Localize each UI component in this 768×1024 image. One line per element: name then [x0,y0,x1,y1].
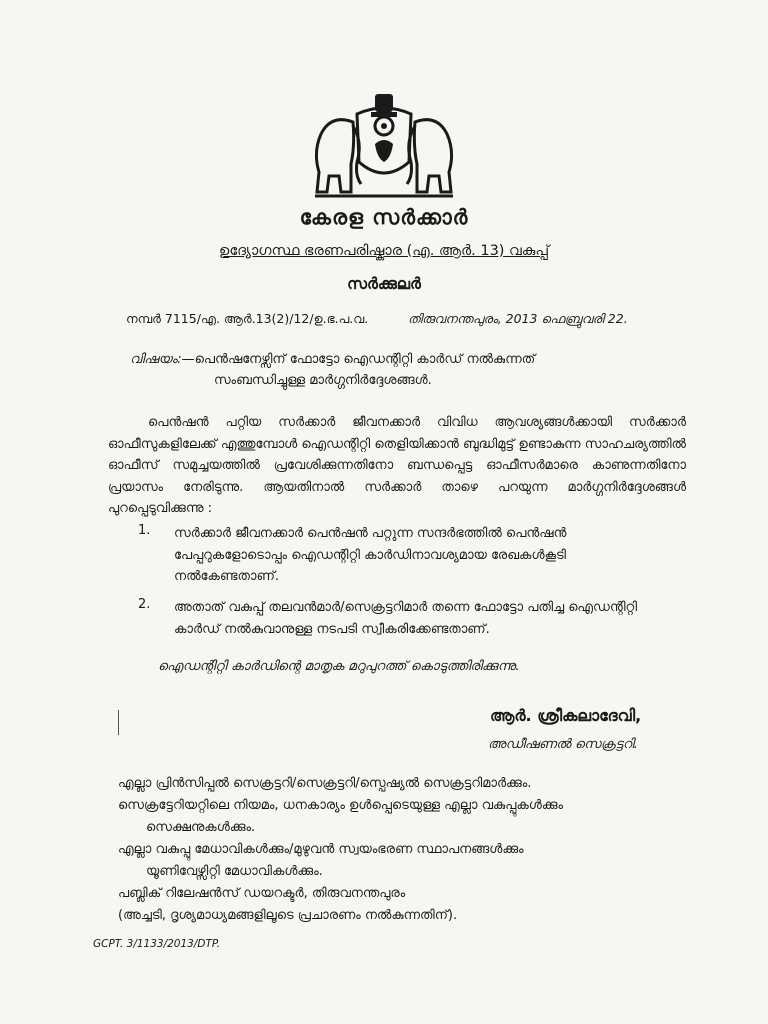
kerala-state-emblem-icon [305,92,463,202]
list-item-number: 1. [138,523,151,538]
print-code: GCPT. 3/1133/2013/DTP. [93,938,221,950]
distribution-line: യൂണിവേഴ്സിറ്റി മേധാവികൾക്കും. [146,864,323,879]
signatory-designation: അഡീഷണൽ സെക്രട്ടറി. [488,737,638,752]
subject-block [130,349,690,391]
body-paragraph: പെൻഷൻ പറ്റിയ സർക്കാർ ജീവനക്കാർ വിവിധ ആവശ്യങ്ങൾക്കായി സർക്കാർ ഓഫീസുകളിലേക്ക് എത്തുമ്പോൾ ഐഡന്റിറ്റി തെളിയിക്കാൻ ബുദ്ധിമുട്ട് ഉണ്ടാകുന്ന സാഹചര്യത്തിൽ ഓഫീസ് സമുച്ചയത്തിൽ പ്രവേശിക്കുന്നതിനോ ബന്ധപ്പെട്ട ഓഫീസർമാരെ കാണുന്നതിനോ പ്രയാസം നേരിടുന്നു. ആയതിനാൽ സർക്കാർ താഴെ പറയുന്ന മാർഗ്ഗനിർദ്ദേശങ്ങൾ പുറപ്പെടുവിക്കുന്നു : [108,415,686,516]
list-item: സർക്കാർ ജീവനക്കാർ പെൻഷൻ പറ്റുന്ന സന്ദർഭത്തിൽ പെൻഷൻ പേപ്പറുകളോടൊപ്പം ഐഡന്റിറ്റി കാർഡിനാവശ്യമായ രേഖകൾകൂടി നൽകേണ്ടതാണ്. [174,526,567,584]
distribution-line: സെക്രട്ടേറിയറ്റിലെ നിയമം, ധനകാര്യം ഉൾപ്പെടെയുള്ള എല്ലാ വകുപ്പുകൾക്കും [118,798,564,813]
signatory-name: ആർ. ശ്രീകലാദേവി, [490,706,642,725]
margin-mark [118,710,119,735]
list-item-number: 2. [138,597,151,612]
distribution-line: എല്ലാ വകുപ്പു മേധാവികൾക്കും/മുഴുവൻ സ്വയംഭരണ സ്ഥാപനങ്ങൾക്കും [118,842,524,857]
department-name: ഉദ്യോഗസ്ഥ ഭരണപരിഷ്കാര (എ. ആർ. 13) വകുപ്പ് [218,243,550,259]
distribution-line: (അച്ചടി, ദൃശ്യമാധ്യമങ്ങളിലൂടെ പ്രചാരണം നൽകുന്നതിന്). [118,908,458,923]
subject-line-1: പെൻഷനേഴ്സിന് ഫോട്ടോ ഐഡന്റിറ്റി കാർഡ് നൽകുന്നത് [194,352,536,367]
distribution-line: സെക്ഷനുകൾക്കും. [146,820,256,835]
place-date: തിരുവനന്തപുരം, 2013 ഫെബ്രുവരി 22. [408,311,628,326]
distribution-line: എല്ലാ പ്രിൻസിപ്പൽ സെക്രട്ടറി/സെക്രട്ടറി/സ്പെഷ്യൽ സെക്രട്ടറിമാർക്കും. [118,776,532,791]
distribution-line: പബ്ലിക് റിലേഷൻസ് ഡയറക്ടർ, തിരുവനന്തപുരം [118,886,406,901]
reference-number: നമ്പർ 7115/എ. ആർ.13(2)/12/ഉ.ഭ.പ.വ. [126,311,369,326]
specimen-note: ഐഡന്റിറ്റി കാർഡിന്റെ മാതൃക മറുപുറത്ത് കൊടുത്തിരിക്കുന്നു. [158,659,520,674]
document-type: സർക്കുലർ [347,275,421,293]
list-item: അതാത് വകുപ്പ് തലവൻമാർ/സെക്രട്ടറിമാർ തന്നെ ഫോട്ടോ പതിച്ച ഐഡന്റിറ്റി കാർഡ് നൽകുവാനുള്ള നടപടി സ്വീകരിക്കേണ്ടതാണ്. [174,600,638,637]
subject-label: വിഷയം:— [130,352,195,367]
government-title: കേരള സർക്കാർ [299,205,469,229]
subject-line-2: സംബന്ധിച്ചുള്ള മാർഗ്ഗനിർദ്ദേശങ്ങൾ. [214,373,432,388]
